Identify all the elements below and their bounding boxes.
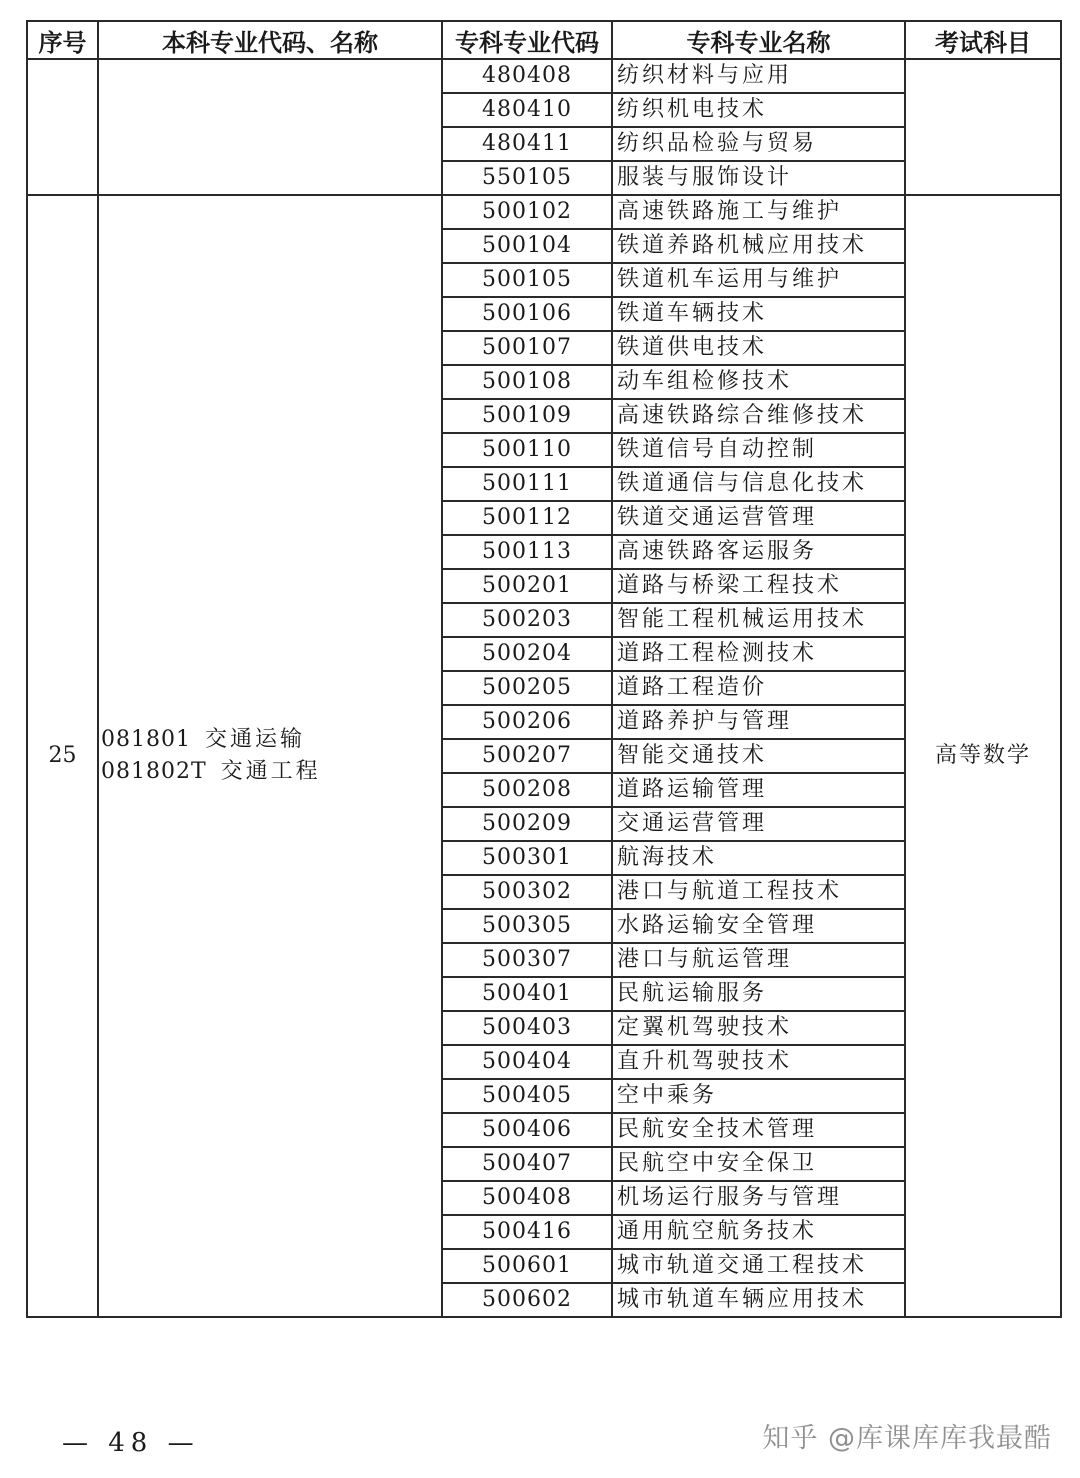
associate-code: 500404 [442,1045,612,1079]
associate-name: 纺织品检验与贸易 [612,127,905,161]
associate-code: 500305 [442,909,612,943]
associate-name: 通用航空航务技术 [612,1215,905,1249]
associate-name: 铁道通信与信息化技术 [612,467,905,501]
associate-code: 500208 [442,773,612,807]
associate-code: 500106 [442,297,612,331]
associate-code: 500112 [442,501,612,535]
associate-name: 直升机驾驶技术 [612,1045,905,1079]
header-name: 专科专业名称 [612,21,905,59]
exam-cell [905,59,1061,195]
associate-name: 纺织材料与应用 [612,59,905,93]
associate-name: 交通运营管理 [612,807,905,841]
bachelor-code: 081801 [101,727,191,752]
associate-code: 500108 [442,365,612,399]
associate-name: 铁道供电技术 [612,331,905,365]
associate-name: 铁道交通运营管理 [612,501,905,535]
associate-code: 500416 [442,1215,612,1249]
associate-code: 500602 [442,1283,612,1317]
associate-code: 500209 [442,807,612,841]
associate-code: 500405 [442,1079,612,1113]
associate-code: 500104 [442,229,612,263]
associate-code: 500403 [442,1011,612,1045]
table-row [27,195,1061,229]
associate-name: 道路工程检测技术 [612,637,905,671]
table-row [27,59,1061,93]
associate-name: 机场运行服务与管理 [612,1181,905,1215]
associate-code: 500111 [442,467,612,501]
associate-name: 民航空中安全保卫 [612,1147,905,1181]
associate-code: 500107 [442,331,612,365]
associate-code: 500407 [442,1147,612,1181]
associate-name: 城市轨道车辆应用技术 [612,1283,905,1317]
associate-code: 500301 [442,841,612,875]
associate-code: 500205 [442,671,612,705]
bachelor-name: 交通工程 [220,759,321,784]
associate-name: 铁道信号自动控制 [612,433,905,467]
bachelor-major [101,724,441,756]
associate-name: 水路运输安全管理 [612,909,905,943]
associate-code: 500113 [442,535,612,569]
associate-code: 500105 [442,263,612,297]
associate-name: 智能交通技术 [612,739,905,773]
associate-code: 500109 [442,399,612,433]
associate-name: 城市轨道交通工程技术 [612,1249,905,1283]
associate-name: 空中乘务 [612,1079,905,1113]
bachelor-cell [98,195,442,1317]
watermark: 知乎 @库课库库我最酷 [762,1423,1052,1454]
bachelor-major [101,756,441,788]
associate-code: 500406 [442,1113,612,1147]
table-body [27,59,1061,1317]
associate-name: 港口与航道工程技术 [612,875,905,909]
associate-name: 高速铁路综合维修技术 [612,399,905,433]
associate-code: 500203 [442,603,612,637]
associate-name: 道路与桥梁工程技术 [612,569,905,603]
associate-name: 高速铁路施工与维护 [612,195,905,229]
header-code: 专科专业代码 [442,21,612,59]
associate-code: 500408 [442,1181,612,1215]
associate-name: 民航安全技术管理 [612,1113,905,1147]
associate-name: 铁道机车运用与维护 [612,263,905,297]
associate-name: 动车组检修技术 [612,365,905,399]
majors-table [26,20,1062,1318]
associate-code: 500302 [442,875,612,909]
page-number: — 48 — [62,1428,200,1458]
associate-name: 定翼机驾驶技术 [612,1011,905,1045]
associate-name: 智能工程机械运用技术 [612,603,905,637]
associate-code: 550105 [442,161,612,195]
seq-cell: 25 [27,195,98,1317]
associate-name: 道路养护与管理 [612,705,905,739]
associate-name: 纺织机电技术 [612,93,905,127]
associate-code: 480408 [442,59,612,93]
associate-name: 铁道车辆技术 [612,297,905,331]
associate-code: 500206 [442,705,612,739]
associate-code: 500102 [442,195,612,229]
associate-code: 500307 [442,943,612,977]
bachelor-cell [98,59,442,195]
associate-name: 民航运输服务 [612,977,905,1011]
table-header-row [27,21,1061,59]
bachelor-code: 081802T [101,759,207,784]
exam-cell: 高等数学 [905,195,1061,1317]
associate-code: 480411 [442,127,612,161]
associate-name: 道路工程造价 [612,671,905,705]
header-exam: 考试科目 [905,21,1061,59]
header-seq: 序号 [27,21,98,59]
associate-code: 480410 [442,93,612,127]
associate-name: 服装与服饰设计 [612,161,905,195]
associate-name: 道路运输管理 [612,773,905,807]
bachelor-name: 交通运输 [204,727,305,752]
associate-name: 高速铁路客运服务 [612,535,905,569]
associate-name: 铁道养路机械应用技术 [612,229,905,263]
associate-code: 500110 [442,433,612,467]
associate-name: 航海技术 [612,841,905,875]
associate-code: 500601 [442,1249,612,1283]
associate-code: 500201 [442,569,612,603]
associate-code: 500207 [442,739,612,773]
associate-code: 500401 [442,977,612,1011]
seq-cell [27,59,98,195]
associate-name: 港口与航运管理 [612,943,905,977]
header-bachelor: 本科专业代码、名称 [98,21,442,59]
associate-code: 500204 [442,637,612,671]
